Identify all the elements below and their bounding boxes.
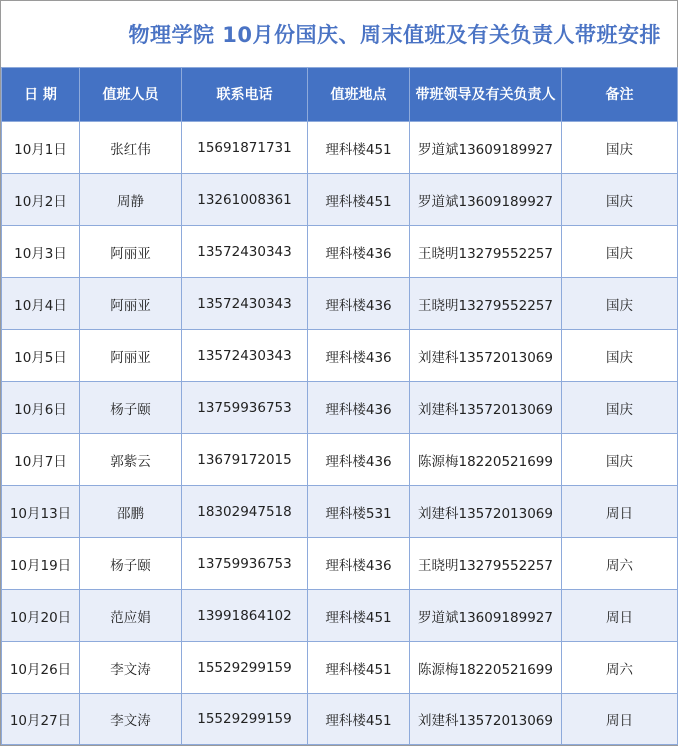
duty-person-cell: 李文涛 xyxy=(80,694,182,745)
duty-person-cell: 阿丽亚 xyxy=(80,278,182,330)
table-row xyxy=(2,382,678,434)
remark-cell: 国庆 xyxy=(562,434,678,486)
table-row xyxy=(2,694,678,745)
date-cell: 10月1日 xyxy=(2,122,80,174)
location-cell: 理科楼436 xyxy=(308,434,410,486)
phone-cell: 15529299159 xyxy=(182,642,308,694)
date-cell: 10月20日 xyxy=(2,590,80,642)
location-cell: 理科楼436 xyxy=(308,278,410,330)
location-cell: 理科楼451 xyxy=(308,694,410,745)
header-duty-person: 值班人员 xyxy=(80,68,182,122)
leader-cell: 刘建科13572013069 xyxy=(410,330,562,382)
remark-cell: 周日 xyxy=(562,590,678,642)
header-date: 日 期 xyxy=(2,68,80,122)
date-cell: 10月13日 xyxy=(2,486,80,538)
leader-cell: 王晓明13279552257 xyxy=(410,278,562,330)
leader-cell: 刘建科13572013069 xyxy=(410,486,562,538)
phone-cell: 13572430343 xyxy=(182,226,308,278)
phone-cell: 13261008361 xyxy=(182,174,308,226)
remark-cell: 周日 xyxy=(562,486,678,538)
duty-person-cell: 李文涛 xyxy=(80,642,182,694)
leader-cell: 陈源梅18220521699 xyxy=(410,434,562,486)
duty-person-cell: 周静 xyxy=(80,174,182,226)
location-cell: 理科楼436 xyxy=(308,382,410,434)
remark-cell: 国庆 xyxy=(562,174,678,226)
table-row xyxy=(2,174,678,226)
phone-cell: 15529299159 xyxy=(182,694,308,745)
duty-person-cell: 阿丽亚 xyxy=(80,330,182,382)
remark-cell: 周六 xyxy=(562,642,678,694)
location-cell: 理科楼436 xyxy=(308,226,410,278)
duty-person-cell: 阿丽亚 xyxy=(80,226,182,278)
location-cell: 理科楼531 xyxy=(308,486,410,538)
date-cell: 10月19日 xyxy=(2,538,80,590)
leader-cell: 罗道斌13609189927 xyxy=(410,122,562,174)
date-cell: 10月5日 xyxy=(2,330,80,382)
phone-cell: 13679172015 xyxy=(182,434,308,486)
duty-person-cell: 郭紫云 xyxy=(80,434,182,486)
table-row xyxy=(2,226,678,278)
phone-cell: 13759936753 xyxy=(182,538,308,590)
location-cell: 理科楼451 xyxy=(308,122,410,174)
date-cell: 10月26日 xyxy=(2,642,80,694)
remark-cell: 国庆 xyxy=(562,278,678,330)
table-row xyxy=(2,122,678,174)
remark-cell: 周日 xyxy=(562,694,678,745)
leader-cell: 刘建科13572013069 xyxy=(410,694,562,745)
date-cell: 10月7日 xyxy=(2,434,80,486)
duty-schedule-table xyxy=(1,67,678,745)
header-leader: 带班领导及有关负责人 xyxy=(410,68,562,122)
date-cell: 10月27日 xyxy=(2,694,80,745)
remark-cell: 国庆 xyxy=(562,330,678,382)
date-cell: 10月2日 xyxy=(2,174,80,226)
duty-person-cell: 邵鹏 xyxy=(80,486,182,538)
leader-cell: 王晓明13279552257 xyxy=(410,226,562,278)
remark-cell: 国庆 xyxy=(562,226,678,278)
header-remark: 备注 xyxy=(562,68,678,122)
location-cell: 理科楼436 xyxy=(308,538,410,590)
phone-cell: 18302947518 xyxy=(182,486,308,538)
phone-cell: 15691871731 xyxy=(182,122,308,174)
duty-person-cell: 范应娟 xyxy=(80,590,182,642)
leader-cell: 陈源梅18220521699 xyxy=(410,642,562,694)
duty-person-cell: 张红伟 xyxy=(80,122,182,174)
location-cell: 理科楼451 xyxy=(308,642,410,694)
table-body xyxy=(2,122,678,745)
leader-cell: 罗道斌13609189927 xyxy=(410,590,562,642)
table-row xyxy=(2,642,678,694)
duty-person-cell: 杨子颐 xyxy=(80,382,182,434)
leader-cell: 王晓明13279552257 xyxy=(410,538,562,590)
header-location: 值班地点 xyxy=(308,68,410,122)
table-row xyxy=(2,278,678,330)
phone-cell: 13572430343 xyxy=(182,278,308,330)
table-row xyxy=(2,434,678,486)
table-header-row xyxy=(2,68,678,122)
phone-cell: 13572430343 xyxy=(182,330,308,382)
location-cell: 理科楼451 xyxy=(308,174,410,226)
table-row xyxy=(2,590,678,642)
header-phone: 联系电话 xyxy=(182,68,308,122)
table-row xyxy=(2,538,678,590)
date-cell: 10月6日 xyxy=(2,382,80,434)
remark-cell: 国庆 xyxy=(562,382,678,434)
date-cell: 10月4日 xyxy=(2,278,80,330)
table-row xyxy=(2,486,678,538)
remark-cell: 国庆 xyxy=(562,122,678,174)
remark-cell: 周六 xyxy=(562,538,678,590)
leader-cell: 刘建科13572013069 xyxy=(410,382,562,434)
page-title: 物理学院 10月份国庆、周末值班及有关负责人带班安排 xyxy=(128,23,661,47)
leader-cell: 罗道斌13609189927 xyxy=(410,174,562,226)
location-cell: 理科楼436 xyxy=(308,330,410,382)
phone-cell: 13759936753 xyxy=(182,382,308,434)
location-cell: 理科楼451 xyxy=(308,590,410,642)
date-cell: 10月3日 xyxy=(2,226,80,278)
duty-person-cell: 杨子颐 xyxy=(80,538,182,590)
phone-cell: 13991864102 xyxy=(182,590,308,642)
table-row xyxy=(2,330,678,382)
